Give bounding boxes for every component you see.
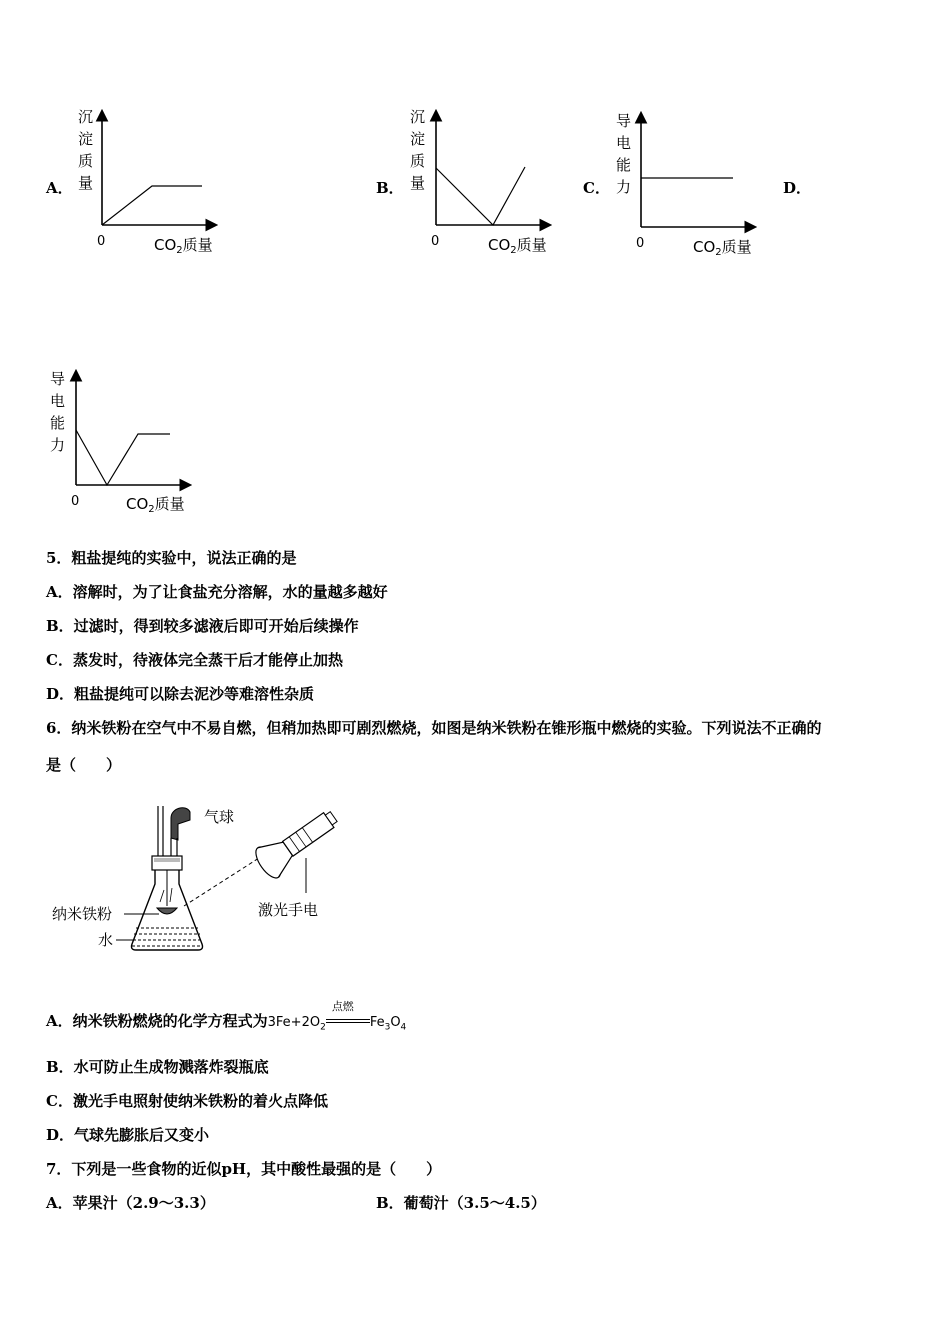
x-label: $CO_2$质量 [488,236,547,256]
graph-b [404,100,574,260]
powder-label: 纳米铁粉 [52,905,113,923]
q7-stem: 7．下列是一些食物的近似pH，其中酸性最强的是（ ） [46,1160,442,1178]
flashlight-label: 激光手电 [258,901,319,919]
graph-d [44,360,214,520]
q7-option-a: A．苹果汁（2.9～3.3） [46,1194,215,1212]
origin-label: 0 [431,234,440,249]
equation-arrow [326,1000,370,1029]
option-c-label: C． [583,179,610,197]
y-label-char-1: 沉 [78,108,94,126]
option-b-label: B． [376,179,404,197]
q6-option-c: C．激光手电照射使纳米铁粉的着火点降低 [46,1092,328,1110]
y-label-char-1: 导 [616,112,632,130]
q6-stem-line2: 是（ ） [46,756,122,774]
q5-option-d: D．粗盐提纯可以除去泥沙等难溶性杂质 [46,685,315,703]
q5-stem: 5．粗盐提纯的实验中，说法正确的是 [46,549,297,567]
option-d-label: D． [783,179,812,197]
q5-option-a: A．溶解时，为了让食盐充分溶解，水的量越多越好 [46,583,388,601]
y-label-char-1: 沉 [410,108,426,126]
y-label-char-3: 能 [616,156,632,174]
series-line [102,186,202,225]
series-line [436,167,525,225]
origin-label: 0 [71,494,80,509]
option-a-label: A． [46,179,73,197]
x-label: $CO_2$质量 [154,236,213,256]
equation-right: $Fe_3O_4$ [369,1015,407,1033]
y-label-char-4: 量 [78,174,94,192]
q6-option-a-text: A．纳米铁粉燃烧的化学方程式为 [46,1012,268,1030]
q6-option-b: B．水可防止生成物溅落炸裂瓶底 [46,1058,269,1076]
y-label-char-2: 电 [50,392,66,410]
laser-beam [184,858,259,906]
graph-a [70,100,240,260]
y-label-char-2: 电 [616,134,632,152]
origin-label: 0 [97,234,106,249]
water-label: 水 [98,931,114,949]
y-label-char-3: 能 [50,414,66,432]
balloon-label: 气球 [204,808,235,826]
q6-stem-line1: 6．纳米铁粉在空气中不易自燃，但稍加热即可剧烈燃烧，如图是纳米铁粉在锥形瓶中燃烧的实验。下列说法不正确的 [46,719,822,737]
q5-option-c: C．蒸发时，待液体完全蒸干后才能停止加热 [46,651,343,669]
y-label-char-2: 淀 [410,130,426,148]
q6-option-d: D．气球先膨胀后又变小 [46,1126,210,1144]
equation-condition: 点燃 [331,1000,354,1013]
y-label-char-4: 力 [616,178,632,196]
q6-option-a [46,1000,407,1033]
y-label-char-4: 力 [50,436,66,454]
y-label-char-4: 量 [410,174,426,192]
q7-option-b: B．葡萄汁（3.5～4.5） [376,1194,546,1212]
balloon [171,808,190,840]
series-line [76,430,170,485]
iron-powder [157,908,177,914]
flashlight [251,802,344,882]
origin-label: 0 [636,236,645,251]
y-label-char-3: 质 [78,152,94,170]
x-label: $CO_2$质量 [126,495,185,515]
y-label-char-2: 淀 [78,130,94,148]
x-label: $CO_2$质量 [693,238,752,258]
equation-left: $3Fe+2O_2$ [267,1015,326,1033]
graph-c [609,100,779,260]
apparatus-figure [44,798,364,968]
q5-option-b: B．过滤时，得到较多滤液后即可开始后续操作 [46,617,359,635]
y-label-char-3: 质 [410,152,426,170]
y-label-char-1: 导 [50,370,66,388]
